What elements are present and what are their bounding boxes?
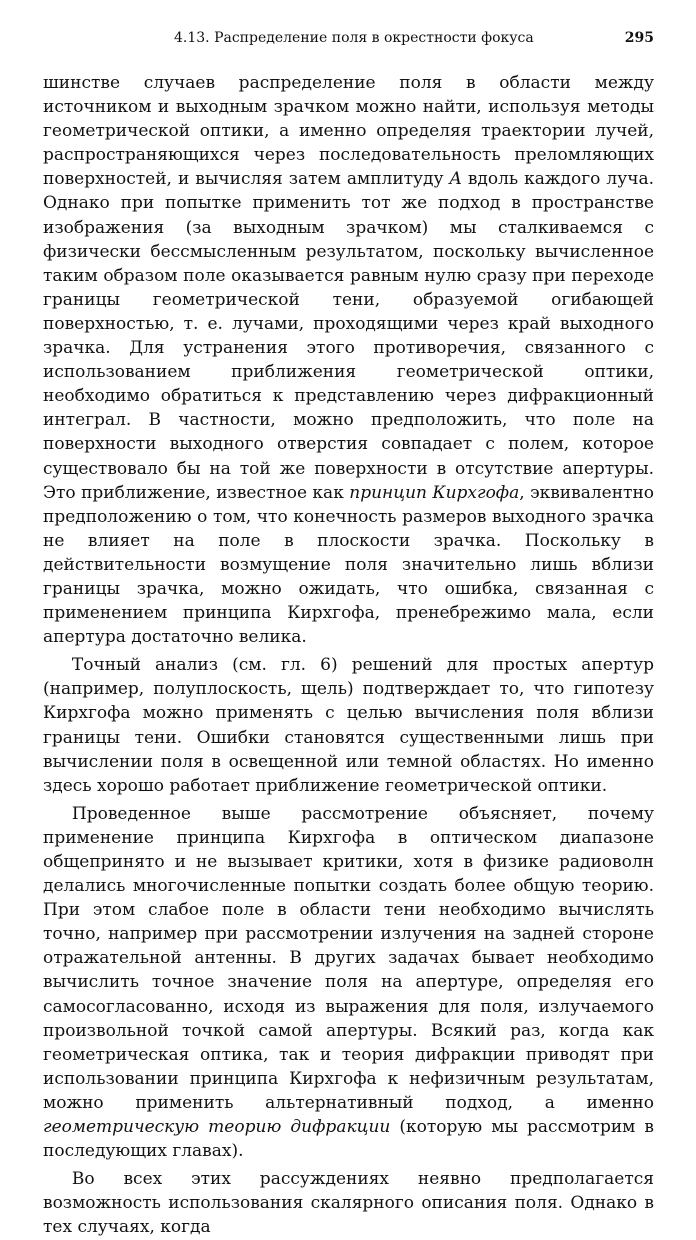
paragraph-text: Точный анализ (см. гл. 6) решений для простых апертур (например, полуплоскость, щель) подтверждает то, что гипотезу Кирхгофа можно применять с целью вычисления поля вблизи границы тени. Ошибки становятся существенными лишь при вычислении поля в освещенной или темной областях. Но именно здесь хорошо работает приближение геометрической оптики. xyxy=(43,655,654,796)
page-number: 295 xyxy=(624,30,654,46)
italic-term: геометрическую теорию дифракции xyxy=(43,1117,391,1138)
paragraph-1 xyxy=(43,71,654,649)
book-page xyxy=(43,24,655,1238)
paragraph-text: , эквивалентно предположению о том, что конечность размеров выходного зрачка не влияет на поле в плоскости зрачка. Поскольку в действительности возмущение поля значительно лишь вблизи границы зрачка, можно ожидать, что ошибка, связанная с применением принципа Кирхгофа, пренебрежимо мала, если апертура достаточно велика. xyxy=(43,482,655,648)
italic-term: A xyxy=(449,169,462,190)
paragraph-text: вдоль каждого луча. Однако при попытке применить тот же подход в пространстве изображения (за выходным зрачком) мы сталкиваемся с физически бессмысленным результатом, поскольку вычисленное таким образом поле оказывается равным нулю сразу при переходе границы геометрической тени, образуемой огибающей поверхностью, т. е. лучами, проходящими через край выходного зрачка. Для устранения этого противоречия, связанного с использованием приближения геометрической оптики, необходимо обратиться к представлению через дифракционный интеграл. В частности, можно предположить, что поле на поверхности выходного отверстия совпадает с полем, которое существовало бы на той же поверхности в отсутствие апертуры. Это приближение, известное как xyxy=(43,169,654,503)
paragraph-text: (которую мы рассмотрим в последующих главах). xyxy=(43,1117,655,1162)
paragraph-text: шинстве случаев распределение поля в области между источником и выходным зрачком можно найти, используя методы геометрической оптики, а именно определяя траектории лучей, распространяющихся через последовательность преломляющих поверхностей, и вычисляя затем амплитуду xyxy=(43,73,654,190)
italic-term: принцип Кирхгофа xyxy=(349,482,520,503)
paragraph-3 xyxy=(43,802,654,1163)
section-title: 4.13. Распределение поля в окрестности фокуса xyxy=(174,30,534,46)
paragraph-text: Проведенное выше рассмотрение объясняет, почему применение принципа Кирхгофа в оптическом диапазоне общепринято и не вызывает критики, хотя в физике радиоволн делались многочисленные попытки создать более общую теорию. При этом слабое поле в области тени необходимо вычислять точно, например при рассмотрении излучения на задней стороне отражательной антенны. В других задачах бывает необходимо вычислить точное значение поля на апертуре, определяя его самосогласованно, исходя из выражения для поля, излучаемого произвольной точкой самой апертуры. Всякий раз, когда как геометрическая оптика, так и теория дифракции приводят при использовании принципа Кирхгофа к нефизичным результатам, можно применить альтернативный подход, а именно xyxy=(43,803,654,1113)
body-text xyxy=(43,71,654,1240)
paragraph-text: Во всех этих рассуждениях неявно предполагается возможность использования скалярного описания поля. Однако в тех случаях, когда xyxy=(43,1169,654,1238)
paragraph-2 xyxy=(43,653,654,798)
paragraph-4 xyxy=(43,1167,654,1239)
running-header xyxy=(43,24,654,52)
